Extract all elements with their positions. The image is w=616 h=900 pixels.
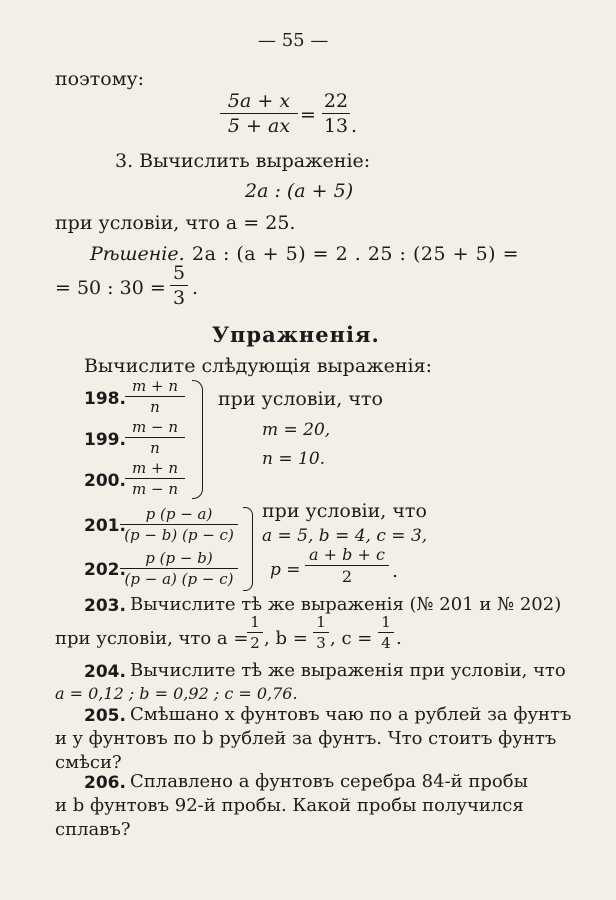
eq1-rhs-denominator: 13 bbox=[323, 115, 349, 137]
exercises-intro: Вычислите слѣдующія выраженія: bbox=[84, 355, 432, 377]
exercise-201-numerator: p (p − a) bbox=[145, 505, 213, 523]
eq1-rhs-numerator: 22 bbox=[323, 90, 349, 112]
exercise-201-denominator: (p − b) (p − c) bbox=[124, 526, 234, 544]
eq1-lhs-numerator: 5a + x bbox=[227, 90, 291, 112]
task3-solution-label: Рѣшеніе. bbox=[90, 243, 185, 265]
exercise-number-204: 204. bbox=[84, 662, 126, 682]
eq1-end: . bbox=[351, 115, 358, 137]
exercise-205-line3: смѣси? bbox=[55, 752, 122, 773]
exercise-203-line2: при условіи, что a = bbox=[55, 628, 249, 649]
task3-solution-line2: = 50 : 30 = bbox=[55, 277, 166, 299]
exercise-206-line3: сплавъ? bbox=[55, 819, 131, 840]
exercise-199-denominator: n bbox=[150, 439, 160, 457]
task3-sol-denominator: 3 bbox=[172, 287, 186, 309]
exercise-203-fraction-b bbox=[313, 613, 329, 652]
eq1-lhs-denominator: 5 + ax bbox=[227, 115, 291, 137]
exercise-201-fraction bbox=[120, 505, 238, 544]
exercise-202-numerator: p (p − b) bbox=[145, 549, 213, 567]
group2-brace bbox=[243, 507, 253, 591]
task3-sol-numerator: 5 bbox=[172, 262, 186, 284]
group1-condition-line1: при условіи, что bbox=[218, 388, 383, 410]
exercise-205-line2: и y фунтовъ по b рублей за фунтъ. Что стоитъ фунтъ bbox=[55, 728, 557, 749]
exercise-number-199: 199. bbox=[84, 430, 126, 450]
exercise-203-fb-numerator: 1 bbox=[316, 613, 326, 631]
eq1-lhs-fraction bbox=[220, 90, 298, 137]
task3-expression: 2a : (a + 5) bbox=[245, 180, 354, 202]
exercise-198-numerator: m + n bbox=[132, 377, 178, 395]
group2-p-numerator: a + b + c bbox=[309, 545, 385, 564]
exercise-200-fraction bbox=[125, 459, 185, 498]
task3-condition: при условіи, что a = 25. bbox=[55, 212, 296, 234]
exercise-206-line1: Сплавлено a фунтовъ серебра 84-й пробы bbox=[130, 771, 528, 792]
exercise-203-fc-numerator: 1 bbox=[381, 613, 391, 631]
exercise-203-fa-numerator: 1 bbox=[250, 613, 260, 631]
exercise-number-200: 200. bbox=[84, 471, 126, 491]
exercise-205-line1: Смѣшано x фунтовъ чаю по a рублей за фунтъ bbox=[130, 704, 572, 725]
exercise-number-205: 205. bbox=[84, 706, 126, 726]
exercise-number-202: 202. bbox=[84, 560, 126, 580]
exercise-199-fraction bbox=[125, 418, 185, 457]
exercise-200-denominator: m − n bbox=[132, 480, 178, 498]
exercise-203-line1: Вычислите тѣ же выраженія (№ 201 и № 202) bbox=[130, 594, 562, 615]
page-number: — 55 — bbox=[258, 30, 329, 51]
exercise-202-fraction bbox=[120, 549, 238, 588]
task3-title: 3. Вычислить выраженіе: bbox=[115, 150, 371, 172]
exercise-203-b-label: , b = bbox=[264, 628, 308, 649]
task3-solution-fraction bbox=[170, 262, 188, 309]
exercise-203-fc-denominator: 4 bbox=[381, 634, 391, 652]
exercise-203-fraction-a bbox=[247, 613, 263, 652]
group2-p-denominator: 2 bbox=[341, 567, 353, 586]
group2-p-fraction bbox=[305, 545, 389, 586]
exercise-204-line2: a = 0,12 ; b = 0,92 ; c = 0,76. bbox=[55, 684, 298, 703]
exercise-204-line1: Вычислите тѣ же выраженія при условіи, что bbox=[130, 660, 566, 681]
group2-condition-line2: a = 5, b = 4, c = 3, bbox=[262, 526, 428, 546]
task3-solution-end: . bbox=[192, 277, 199, 299]
exercise-number-206: 206. bbox=[84, 773, 126, 793]
group2-condition-line1: при условіи, что bbox=[262, 500, 427, 522]
task3-solution-line1: 2a : (a + 5) = 2 . 25 : (25 + 5) = bbox=[192, 243, 520, 265]
exercise-203-fa-denominator: 2 bbox=[250, 634, 260, 652]
eq1-equals: = bbox=[300, 104, 316, 126]
group1-condition-line3: n = 10. bbox=[262, 449, 326, 469]
exercise-199-numerator: m − n bbox=[132, 418, 178, 436]
exercise-203-fraction-c bbox=[378, 613, 394, 652]
exercise-203-c-label: , c = bbox=[330, 628, 373, 649]
exercise-number-198: 198. bbox=[84, 389, 126, 409]
exercise-number-201: 201. bbox=[84, 516, 126, 536]
exercise-203-end: . bbox=[396, 628, 402, 649]
group1-condition-line2: m = 20, bbox=[262, 420, 331, 440]
exercise-202-denominator: (p − a) (p − c) bbox=[124, 570, 234, 588]
group1-brace bbox=[192, 380, 203, 499]
exercise-206-line2: и b фунтовъ 92-й пробы. Какой пробы получился bbox=[55, 795, 524, 816]
intro-word: поэтому: bbox=[55, 68, 145, 90]
eq1-rhs-fraction bbox=[322, 90, 350, 137]
exercise-198-denominator: n bbox=[150, 398, 160, 416]
group2-p-lhs: p = bbox=[270, 560, 301, 580]
section-title: Упражненія. bbox=[212, 322, 380, 347]
exercise-203-fb-denominator: 3 bbox=[316, 634, 326, 652]
exercise-number-203: 203. bbox=[84, 596, 126, 616]
exercise-198-fraction bbox=[125, 377, 185, 416]
exercise-200-numerator: m + n bbox=[132, 459, 178, 477]
group2-p-end: . bbox=[392, 560, 399, 582]
